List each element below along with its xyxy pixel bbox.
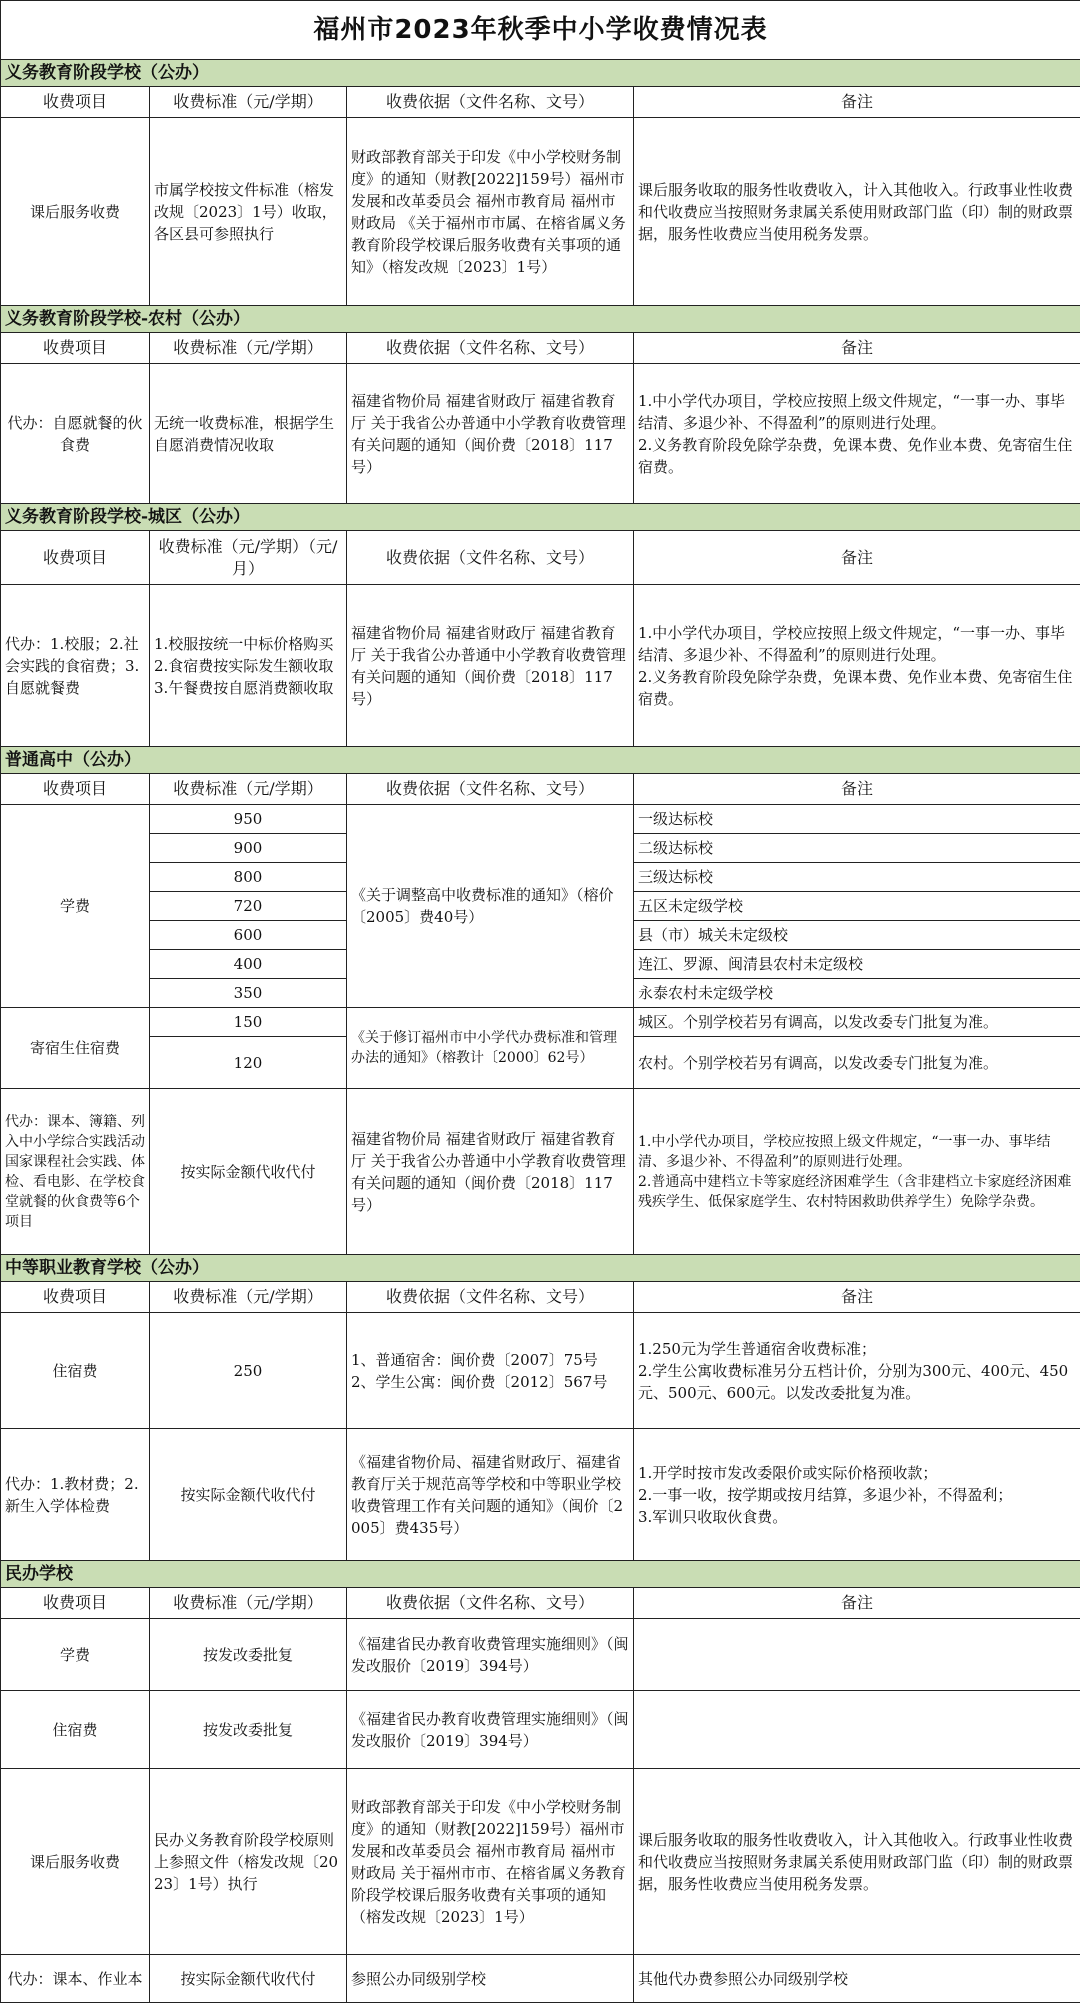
fee-value: 720 [150, 892, 347, 921]
remark-line: 1.开学时按市发改委限价或实际价格预收款； [638, 1463, 938, 1482]
col-standard: 收费标准（元/学期） [150, 333, 347, 364]
fee-basis: 《福建省民办教育收费管理实施细则》（闽发改服价〔2019〕394号） [347, 1619, 634, 1691]
col-basis: 收费依据（文件名称、文号） [347, 333, 634, 364]
fee-value: 150 [150, 1008, 347, 1037]
basis-line: 2、学生公寓：闽价费〔2012〕567号 [351, 1372, 608, 1391]
table-row [1, 1008, 1080, 1037]
remark-line: 2.学生公寓收费标准另分五档计价，分别为300元、400元、450元、500元、600元。以发改委批复为准。 [638, 1361, 1069, 1402]
fee-value: 250 [150, 1313, 347, 1429]
fee-basis: 《关于修订福州市中小学代办费标准和管理办法的通知》（榕教计〔2000〕62号） [347, 1008, 634, 1089]
fee-remark: 永泰农村未定级学校 [634, 979, 1080, 1008]
col-item: 收费项目 [1, 333, 150, 364]
column-header-row [1, 333, 1080, 364]
fee-remark: 课后服务收取的服务性收费收入，计入其他收入。行政事业性收费和代收费应当按照财务隶属关系使用财政部门监（印）制的财政票据，服务性收费应当使用税务发票。 [634, 1769, 1080, 1955]
col-item: 收费项目 [1, 531, 150, 585]
col-remark: 备注 [634, 1588, 1080, 1619]
fee-remark [634, 1691, 1080, 1769]
fee-standard: 按实际金额代收代付 [150, 1955, 347, 2003]
fee-remark: 农村。个别学校若另有调高，以发改委专门批复为准。 [634, 1037, 1080, 1089]
fee-standard: 按发改委批复 [150, 1619, 347, 1691]
table-row [1, 1313, 1080, 1429]
standard-line: 3.午餐费按自愿消费额收取 [154, 678, 334, 697]
fee-remark [634, 1619, 1080, 1691]
col-item: 收费项目 [1, 774, 150, 805]
fee-basis: 参照公办同级别学校 [347, 1955, 634, 2003]
column-header-row [1, 87, 1080, 118]
fee-basis: 福建省物价局 福建省财政厅 福建省教育厅 关于我省公办普通中小学教育收费管理有关问题的通知（闽价费〔2018〕117号） [347, 1089, 634, 1255]
fee-item: 寄宿生住宿费 [1, 1008, 150, 1089]
remark-line: 3.军训只收取伙食费。 [638, 1507, 788, 1526]
section-header: 义务教育阶段学校-城区（公办） [1, 504, 1080, 531]
column-header-row [1, 1588, 1080, 1619]
table-row [1, 1769, 1080, 1955]
section-header: 普通高中（公办） [1, 747, 1080, 774]
remark-line: 1.中小学代办项目，学校应按照上级文件规定，“一事一办、事毕结清、多退少补、不得盈利”的原则进行处理。 [638, 391, 1065, 432]
table-row [1, 1619, 1080, 1691]
remark-line: 2.普通高中建档立卡等家庭经济困难学生（含非建档立卡家庭经济困难残疾学生、低保家庭学生、农村特困救助供养学生）免除学杂费。 [638, 1173, 1072, 1210]
fee-item: 代办：1.校服；2.社会实践的食宿费；3.自愿就餐费 [1, 585, 150, 747]
fee-remark [634, 364, 1080, 504]
col-remark: 备注 [634, 87, 1080, 118]
col-standard: 收费标准（元/学期） [150, 1588, 347, 1619]
col-basis: 收费依据（文件名称、文号） [347, 774, 634, 805]
col-item: 收费项目 [1, 87, 150, 118]
col-basis: 收费依据（文件名称、文号） [347, 531, 634, 585]
column-header-row [1, 1282, 1080, 1313]
col-remark: 备注 [634, 1282, 1080, 1313]
col-basis: 收费依据（文件名称、文号） [347, 1282, 634, 1313]
fee-remark: 连江、罗源、闽清县农村未定级校 [634, 950, 1080, 979]
remark-line: 2.一事一收，按学期或按月结算，多退少补，不得盈利； [638, 1485, 1013, 1504]
col-item: 收费项目 [1, 1588, 150, 1619]
fee-basis: 《福建省民办教育收费管理实施细则》（闽发改服价〔2019〕394号） [347, 1691, 634, 1769]
table-row [1, 805, 1080, 834]
fee-remark: 课后服务收取的服务性收费收入，计入其他收入。行政事业性收费和代收费应当按照财务隶属关系使用财政部门监（印）制的财政票据，服务性收费应当使用税务发票。 [634, 118, 1080, 306]
fee-value: 400 [150, 950, 347, 979]
table-row [1, 118, 1080, 306]
col-remark: 备注 [634, 333, 1080, 364]
col-standard: 收费标准（元/学期） [150, 1282, 347, 1313]
remark-line: 2.义务教育阶段免除学杂费，免课本费、免作业本费、免寄宿生住宿费。 [638, 435, 1073, 476]
table-row [1, 1691, 1080, 1769]
fee-standard: 民办义务教育阶段学校原则上参照文件（榕发改规〔2023〕1号）执行 [150, 1769, 347, 1955]
fee-remark: 五区未定级学校 [634, 892, 1080, 921]
table-row [1, 364, 1080, 504]
fee-basis: 财政部教育部关于印发《中小学校财务制度》的通知（财教[2022]159号）福州市发展和改革委员会 福州市教育局 福州市财政局 关于福州市市、在榕省属义务教育阶段学校课后服务收费有关事项的通知（榕发改规〔2023〕1号） [347, 1769, 634, 1955]
fee-item: 课后服务收费 [1, 118, 150, 306]
fee-item: 学费 [1, 805, 150, 1008]
fee-basis: 福建省物价局 福建省财政厅 福建省教育厅 关于我省公办普通中小学教育收费管理有关问题的通知（闽价费〔2018〕117号） [347, 364, 634, 504]
column-header-row [1, 531, 1080, 585]
col-remark: 备注 [634, 774, 1080, 805]
remark-line: 1.中小学代办项目，学校应按照上级文件规定，“一事一办、事毕结清、多退少补、不得盈利”的原则进行处理。 [638, 623, 1065, 664]
fee-remark: 三级达标校 [634, 863, 1080, 892]
fee-basis: 财政部教育部关于印发《中小学校财务制度》的通知（财教[2022]159号）福州市发展和改革委员会 福州市教育局 福州市财政局 《关于福州市市属、在榕省属义务教育阶段学校课后服务收费有关事项的通知》（榕发改规〔2023〕1号） [347, 118, 634, 306]
remark-line: 1.250元为学生普通宿舍收费标准； [638, 1339, 876, 1358]
col-standard: 收费标准（元/学期） [150, 87, 347, 118]
fee-remark: 二级达标校 [634, 834, 1080, 863]
fee-value: 600 [150, 921, 347, 950]
fee-basis: 《关于调整高中收费标准的通知》（榕价〔2005〕费40号） [347, 805, 634, 1008]
fee-value: 800 [150, 863, 347, 892]
column-header-row [1, 774, 1080, 805]
fee-remark: 城区。个别学校若另有调高，以发改委专门批复为准。 [634, 1008, 1080, 1037]
section-header: 义务教育阶段学校（公办） [1, 60, 1080, 87]
fee-value: 900 [150, 834, 347, 863]
fee-basis: 《福建省物价局、福建省财政厅、福建省教育厅关于规范高等学校和中等职业学校收费管理工作有关问题的通知》（闽价〔2005〕费435号） [347, 1429, 634, 1561]
fee-standard [150, 585, 347, 747]
table-row [1, 1089, 1080, 1255]
fee-remark [634, 585, 1080, 747]
standard-line: 2.食宿费按实际发生额收取 [154, 656, 334, 675]
fee-remark: 一级达标校 [634, 805, 1080, 834]
fee-item: 代办：自愿就餐的伙食费 [1, 364, 150, 504]
fee-remark [634, 1429, 1080, 1561]
col-standard: 收费标准（元/学期） [150, 774, 347, 805]
page-title: 福州市2023年秋季中小学收费情况表 [1, 1, 1080, 60]
basis-line: 1、普通宿舍：闽价费〔2007〕75号 [351, 1350, 598, 1369]
fee-item: 代办：课本、作业本 [1, 1955, 150, 2003]
fee-item: 代办：1.教材费；2.新生入学体检费 [1, 1429, 150, 1561]
section-header: 义务教育阶段学校-农村（公办） [1, 306, 1080, 333]
section-header: 中等职业教育学校（公办） [1, 1255, 1080, 1282]
fee-standard: 市属学校按文件标准（榕发改规〔2023〕1号）收取，各区县可参照执行 [150, 118, 347, 306]
fee-remark [634, 1089, 1080, 1255]
fee-item: 学费 [1, 1619, 150, 1691]
fee-basis [347, 1313, 634, 1429]
fee-value: 950 [150, 805, 347, 834]
fee-standard: 按实际金额代收代付 [150, 1089, 347, 1255]
fee-standard: 按实际金额代收代付 [150, 1429, 347, 1561]
fee-basis: 福建省物价局 福建省财政厅 福建省教育厅 关于我省公办普通中小学教育收费管理有关问题的通知（闽价费〔2018〕117号） [347, 585, 634, 747]
fee-remark [634, 1313, 1080, 1429]
standard-line: 1.校服按统一中标价格购买 [154, 634, 334, 653]
table-row [1, 1955, 1080, 2003]
fee-remark: 其他代办费参照公办同级别学校 [634, 1955, 1080, 2003]
fee-standard: 无统一收费标准，根据学生自愿消费情况收取 [150, 364, 347, 504]
fee-item: 课后服务收费 [1, 1769, 150, 1955]
col-basis: 收费依据（文件名称、文号） [347, 87, 634, 118]
fee-remark: 县（市）城关未定级校 [634, 921, 1080, 950]
section-header: 民办学校 [1, 1561, 1080, 1588]
remark-line: 1.中小学代办项目，学校应按照上级文件规定，“一事一办、事毕结清、多退少补、不得盈利”的原则进行处理。 [638, 1133, 1051, 1170]
fee-item: 代办：课本、簿籍、列入中小学综合实践活动国家课程社会实践、体检、看电影、在学校食堂就餐的伙食费等6个项目 [1, 1089, 150, 1255]
fee-value: 350 [150, 979, 347, 1008]
col-basis: 收费依据（文件名称、文号） [347, 1588, 634, 1619]
fee-standard: 按发改委批复 [150, 1691, 347, 1769]
col-standard: 收费标准（元/学期）（元/月） [150, 531, 347, 585]
fee-item: 住宿费 [1, 1691, 150, 1769]
col-item: 收费项目 [1, 1282, 150, 1313]
remark-line: 2.义务教育阶段免除学杂费，免课本费、免作业本费、免寄宿生住宿费。 [638, 667, 1073, 708]
fee-value: 120 [150, 1037, 347, 1089]
table-row [1, 1429, 1080, 1561]
table-row [1, 585, 1080, 747]
fee-item: 住宿费 [1, 1313, 150, 1429]
col-remark: 备注 [634, 531, 1080, 585]
